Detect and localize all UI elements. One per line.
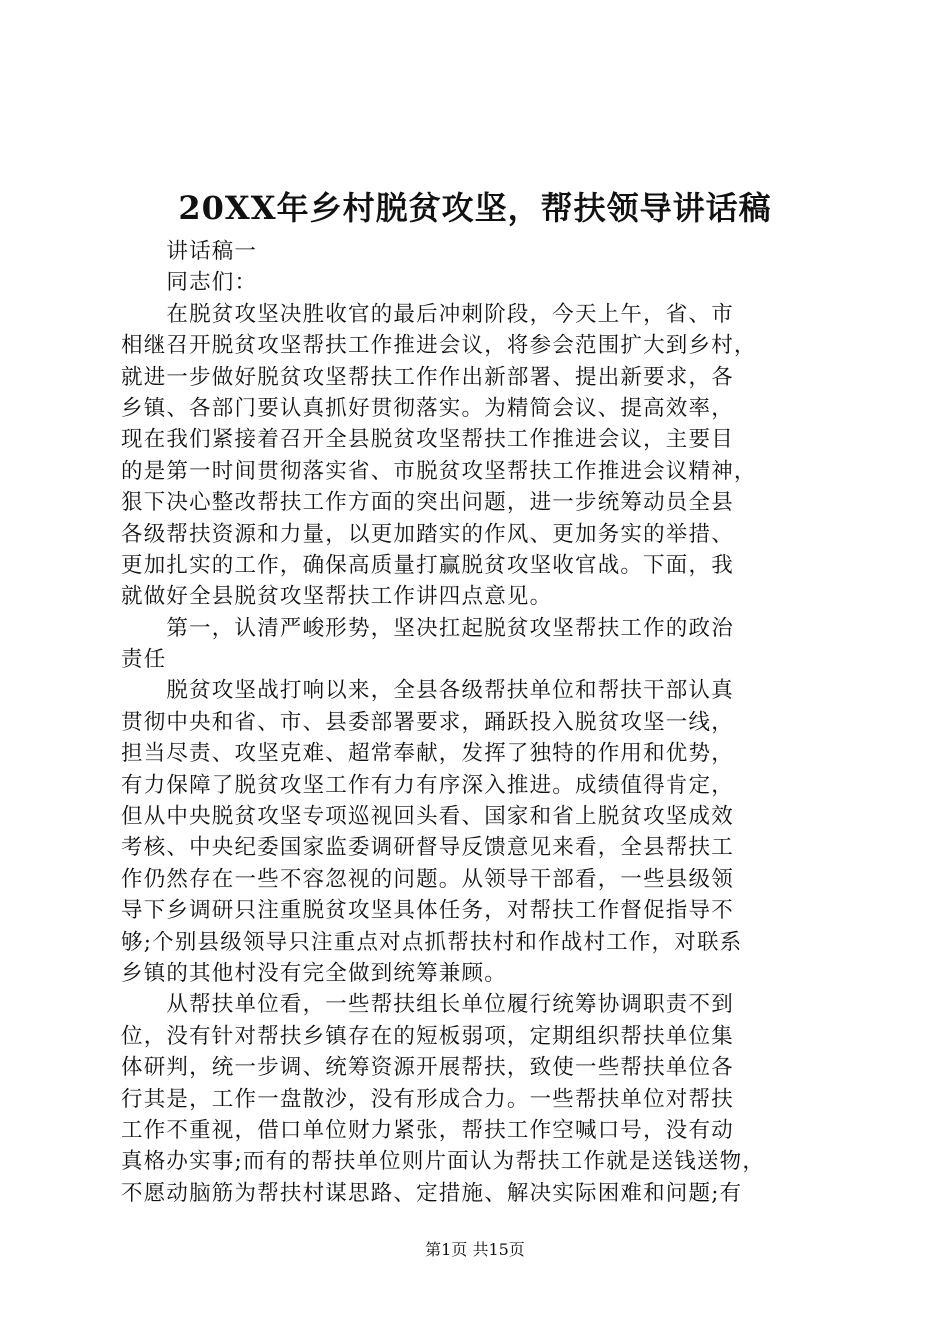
text-line: 就做好全县脱贫攻坚帮扶工作讲四点意见。 — [121, 584, 553, 610]
text-line: 考核、中央纪委国家监委调研督导反馈意见来看，全县帮扶工 — [121, 835, 734, 861]
text-line: 相继召开脱贫攻坚帮扶工作推进会议，将参会范围扩大到乡村， — [121, 333, 757, 359]
text-line: 导下乡调研只注重脱贫攻坚具体任务，对帮扶工作督促指导不 — [121, 898, 734, 924]
text-line: 担当尽责、攻坚克难、超常奉献，发挥了独特的作用和优势， — [121, 741, 734, 767]
text-line: 狠下决心整改帮扶工作方面的突出问题，进一步统筹动员全县 — [121, 490, 734, 516]
text-line: 责任 — [121, 647, 167, 673]
text-line: 作仍然存在一些不容忽视的问题。从领导干部看，一些县级领 — [121, 866, 734, 892]
text-line: 就进一步做好脱贫攻坚帮扶工作作出新部署、提出新要求，各 — [121, 364, 734, 390]
document-title: 20XX年乡村脱贫攻坚，帮扶领导讲话稿 — [178, 189, 772, 227]
text-line: 更加扎实的工作，确保高质量打赢脱贫攻坚收官战。下面，我 — [121, 552, 734, 578]
text-line: 位，没有针对帮扶乡镇存在的短板弱项，定期组织帮扶单位集 — [121, 1023, 734, 1049]
text-line: 有力保障了脱贫攻坚工作有力有序深入推进。成绩值得肯定， — [121, 772, 734, 798]
text-line: 在脱贫攻坚决胜收官的最后冲刺阶段，今天上午，省、市 — [121, 301, 734, 327]
document-body — [121, 236, 833, 1209]
text-line: 但从中央脱贫攻坚专项巡视回头看、国家和省上脱贫攻坚成效 — [121, 804, 734, 830]
text-line: 工作不重视，借口单位财力紧张，帮扶工作空喊口号，没有动 — [121, 1117, 734, 1143]
text-line: 的是第一时间贯彻落实省、市脱贫攻坚帮扶工作推进会议精神， — [121, 458, 757, 484]
text-line: 真格办实事;而有的帮扶单位则片面认为帮扶工作就是送钱送物， — [121, 1149, 766, 1175]
text-line: 够;个别县级领导只注重点对点抓帮扶村和作战村工作，对联系 — [121, 929, 743, 955]
text-line: 贯彻中央和省、市、县委部署要求，踊跃投入脱贫攻坚一线， — [121, 709, 734, 735]
text-line: 各级帮扶资源和力量，以更加踏实的作风、更加务实的举措、 — [121, 521, 734, 547]
text-line: 从帮扶单位看，一些帮扶组长单位履行统筹协调职责不到 — [121, 992, 734, 1018]
text-line: 现在我们紧接着召开全县脱贫攻坚帮扶工作推进会议，主要目 — [121, 427, 734, 453]
text-line: 行其是，工作一盘散沙，没有形成合力。一些帮扶单位对帮扶 — [121, 1086, 734, 1112]
text-line: 不愿动脑筋为帮扶村谋思路、定措施、解决实际困难和问题;有 — [121, 1180, 743, 1206]
page-footer: 第1页 共15页 — [425, 1240, 525, 1259]
text-line: 体研判，统一步调、统筹资源开展帮扶，致使一些帮扶单位各 — [121, 1055, 734, 1081]
text-line: 同志们： — [121, 270, 258, 296]
text-line: 乡镇、各部门要认真抓好贯彻落实。为精简会议、提高效率， — [121, 395, 734, 421]
text-line: 乡镇的其他村没有完全做到统筹兼顾。 — [121, 960, 507, 986]
text-line: 第一，认清严峻形势，坚决扛起脱贫攻坚帮扶工作的政治 — [121, 615, 734, 641]
text-line: 讲话稿一 — [121, 239, 258, 264]
text-line: 脱贫攻坚战打响以来，全县各级帮扶单位和帮扶干部认真 — [121, 678, 734, 704]
